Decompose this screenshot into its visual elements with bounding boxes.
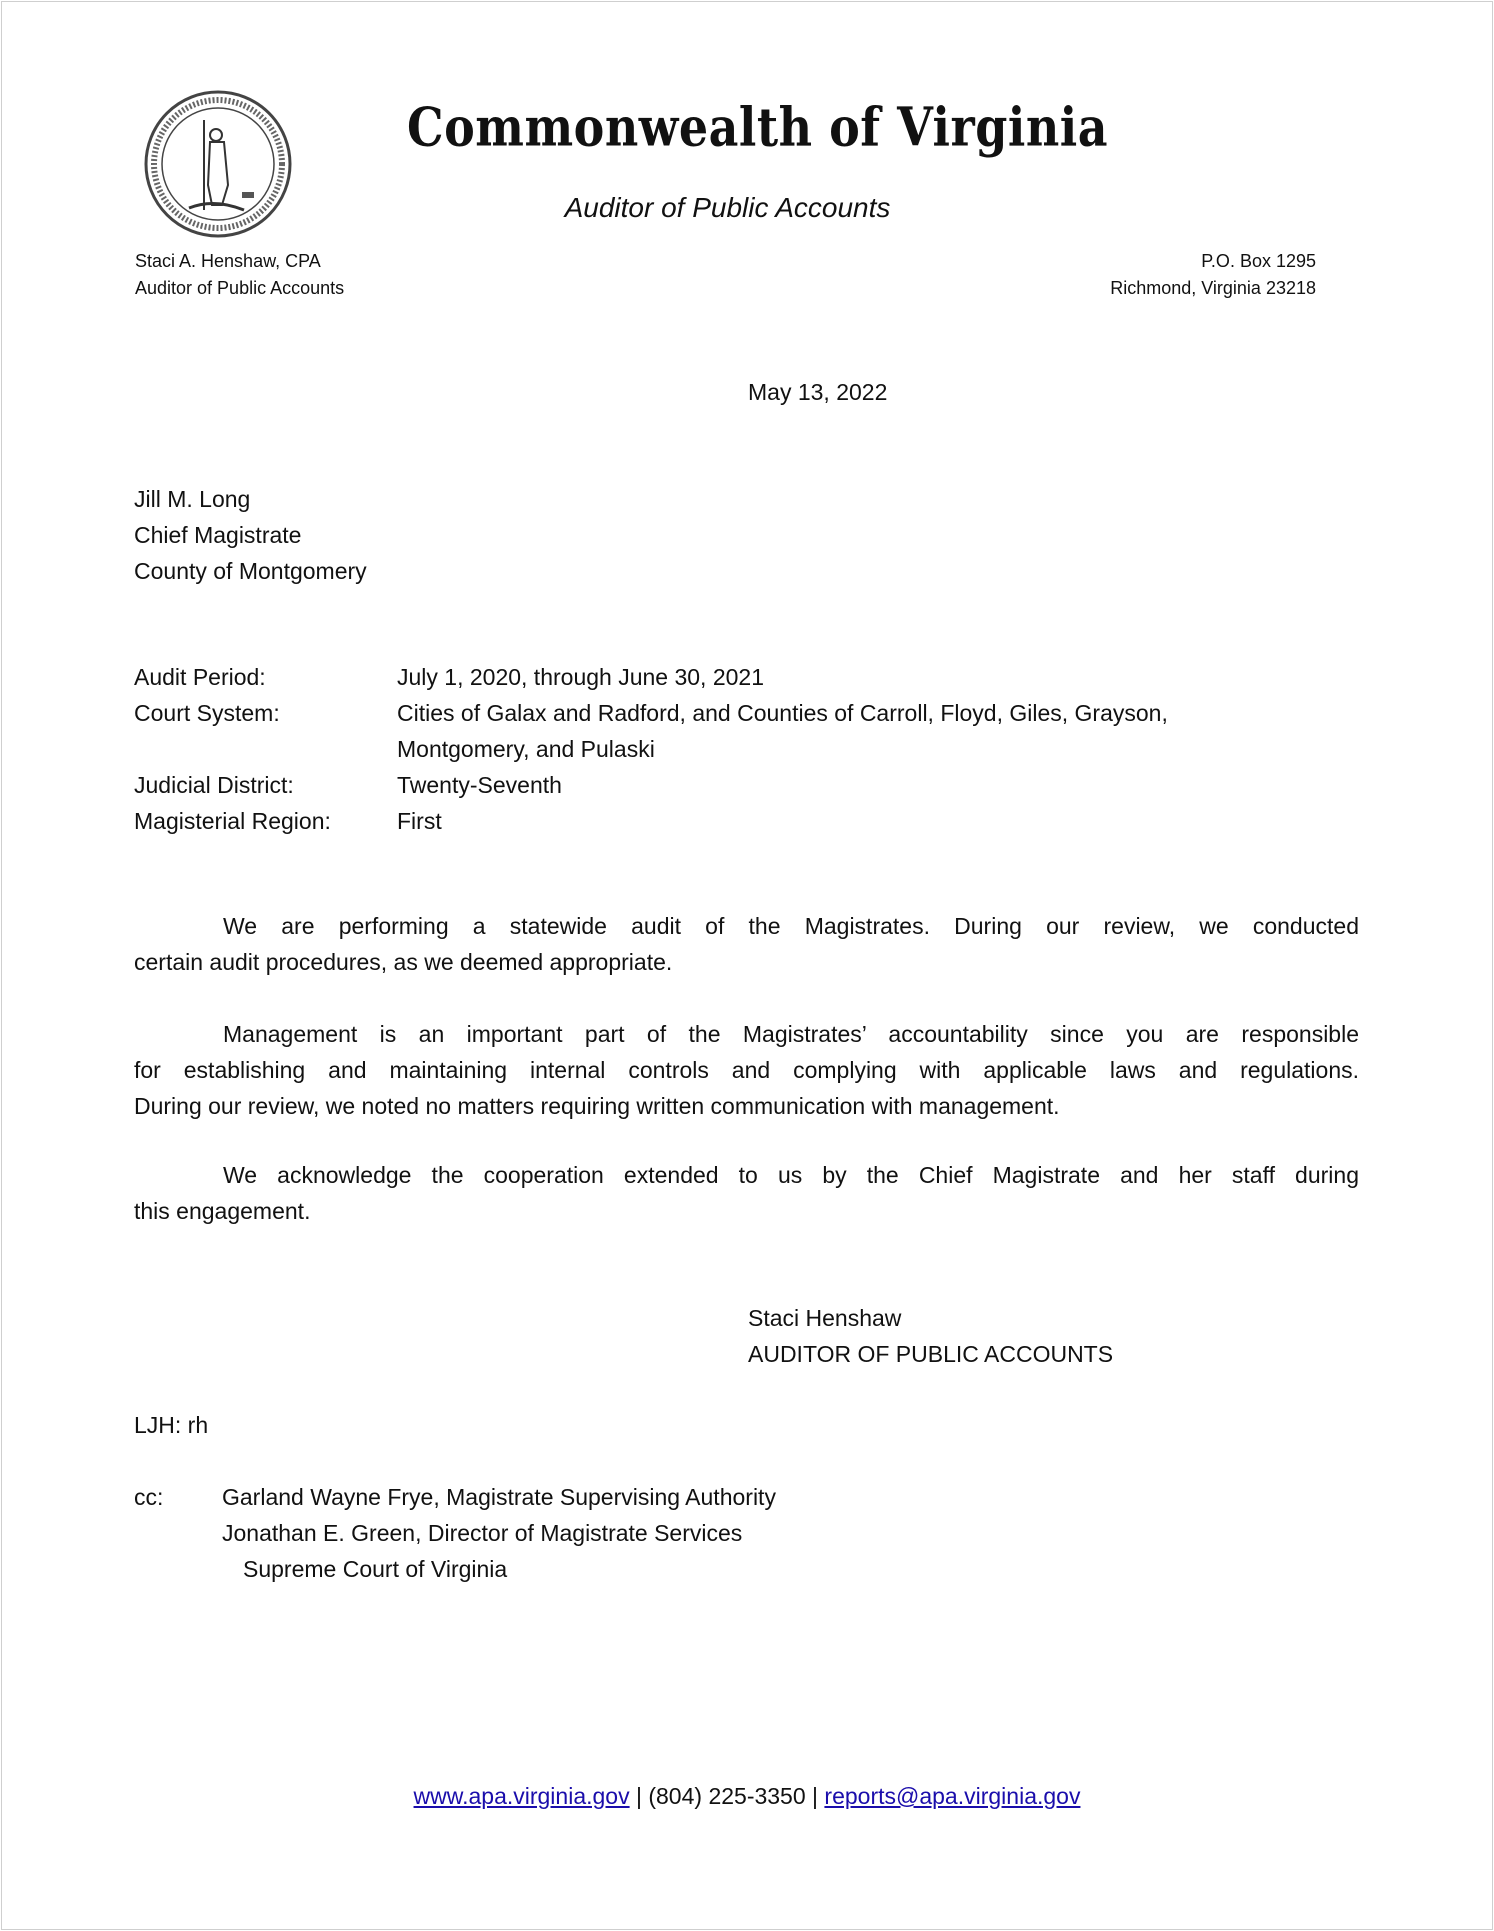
detail-label: Audit Period: xyxy=(134,664,266,690)
detail-row-audit-period xyxy=(134,659,1168,695)
cc-recipient: Garland Wayne Frye, Magistrate Supervising Authority xyxy=(222,1484,776,1510)
website-link[interactable]: www.apa.virginia.gov xyxy=(413,1783,630,1809)
paragraph-line: for establishing and maintaining internal controls and complying with applicable laws and regulations. xyxy=(134,1057,1359,1083)
sender-info xyxy=(135,248,344,302)
office-address xyxy=(1110,248,1316,302)
sender-title: Auditor of Public Accounts xyxy=(135,278,345,298)
cc-recipient-org: Supreme Court of Virginia xyxy=(243,1556,508,1582)
cc-recipient: Jonathan E. Green, Director of Magistrate Services xyxy=(222,1520,743,1546)
addressee-org: County of Montgomery xyxy=(134,558,367,584)
detail-value: First xyxy=(397,808,442,834)
detail-value-line: Montgomery, and Pulaski xyxy=(397,736,655,762)
paragraph-1 xyxy=(134,908,1359,980)
email-link[interactable]: reports@apa.virginia.gov xyxy=(824,1783,1081,1809)
paragraph-line: We acknowledge the cooperation extended to us by the Chief Magistrate and her staff during xyxy=(223,1162,1359,1188)
detail-value-line: Cities of Galax and Radford, and Counties of Carroll, Floyd, Giles, Grayson, xyxy=(397,700,1168,726)
phone-number: (804) 225-3350 xyxy=(648,1783,806,1809)
paragraph-3 xyxy=(134,1157,1359,1229)
paragraph-line: this engagement. xyxy=(134,1198,311,1224)
detail-label: Magisterial Region: xyxy=(134,808,331,834)
paragraph-line: During our review, we noted no matters requiring written communication with management. xyxy=(134,1093,1060,1119)
paragraph-line: Management is an important part of the Magistrates’ accountability since you are responsible xyxy=(223,1021,1359,1047)
po-box: P.O. Box 1295 xyxy=(1201,251,1316,271)
addressee-block xyxy=(134,481,367,589)
detail-value: Twenty-Seventh xyxy=(397,772,562,798)
footer xyxy=(0,1778,1494,1814)
signature-block xyxy=(748,1300,1113,1372)
paragraph-line: We are performing a statewide audit of the Magistrates. During our review, we conducted xyxy=(223,913,1359,939)
city-state-zip: Richmond, Virginia 23218 xyxy=(1110,278,1316,298)
cc-label: cc: xyxy=(134,1484,164,1510)
footer-separator: | xyxy=(812,1783,819,1809)
audit-details xyxy=(134,659,1168,839)
detail-row-court-system xyxy=(134,695,1168,767)
addressee-title: Chief Magistrate xyxy=(134,522,302,548)
signer-title: AUDITOR OF PUBLIC ACCOUNTS xyxy=(748,1341,1114,1367)
addressee-name: Jill M. Long xyxy=(134,486,251,512)
paragraph-line: certain audit procedures, as we deemed appropriate. xyxy=(134,949,673,975)
letter-date: May 13, 2022 xyxy=(748,379,888,405)
detail-value xyxy=(397,695,1168,767)
detail-label: Court System: xyxy=(134,700,280,726)
cc-list xyxy=(222,1479,776,1587)
detail-label: Judicial District: xyxy=(134,772,294,798)
detail-value: July 1, 2020, through June 30, 2021 xyxy=(397,664,765,690)
letterhead-title: Commonwealth of Virginia xyxy=(407,95,1109,159)
signer-name: Staci Henshaw xyxy=(748,1305,902,1331)
footer-separator: | xyxy=(635,1783,642,1809)
letterhead-subtitle: Auditor of Public Accounts xyxy=(564,192,891,223)
detail-row-magisterial-region xyxy=(134,803,1168,839)
initials: LJH: rh xyxy=(134,1412,209,1438)
detail-row-judicial-district xyxy=(134,767,1168,803)
virginia-seal-logo xyxy=(144,90,292,238)
paragraph-2 xyxy=(134,1016,1359,1124)
sender-name: Staci A. Henshaw, CPA xyxy=(135,251,321,271)
